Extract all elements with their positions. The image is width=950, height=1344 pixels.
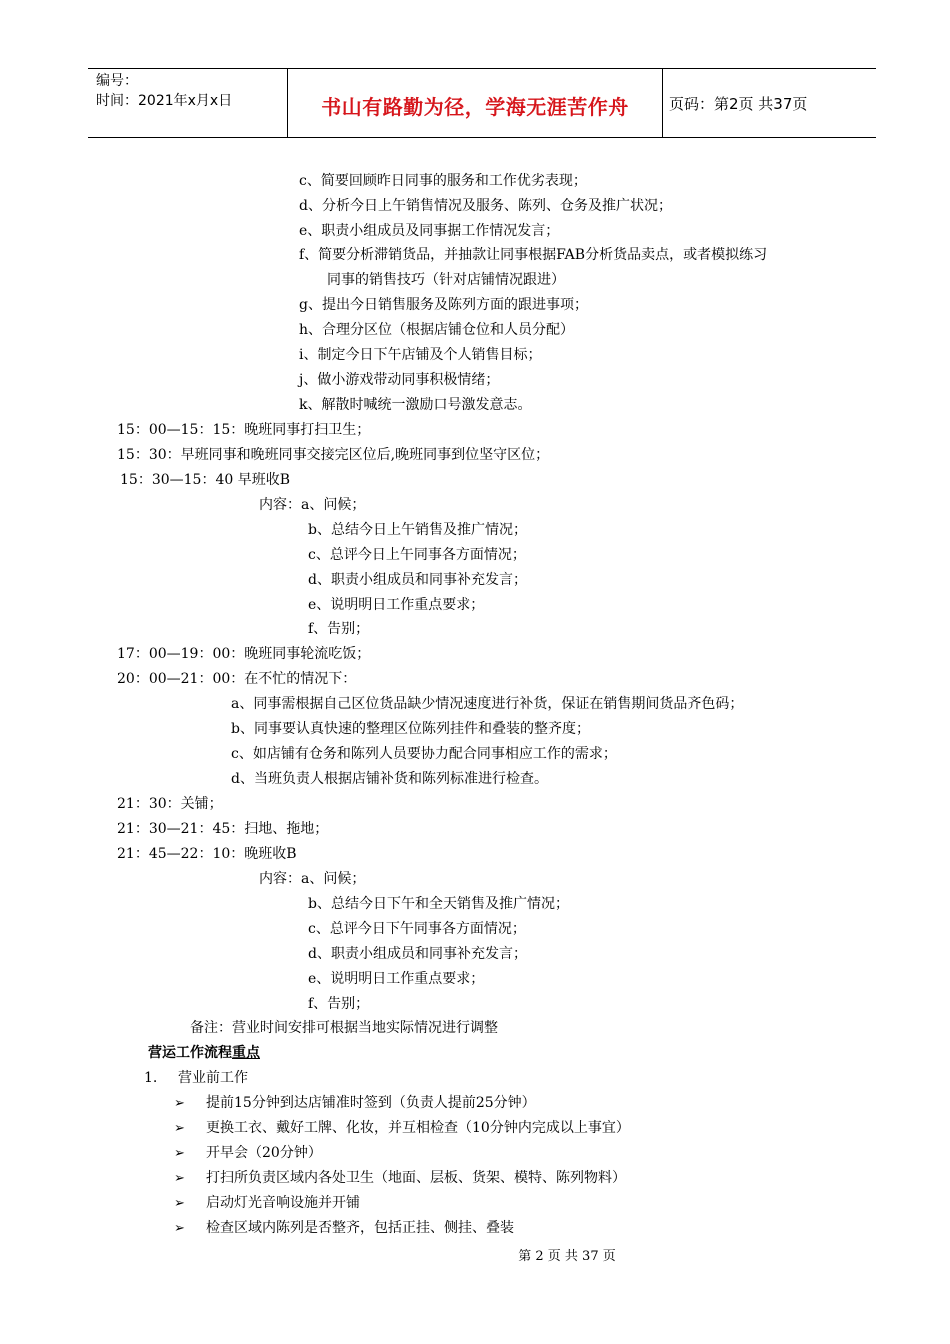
content-label-line: 内容：a、问候； [259, 497, 366, 513]
text-line: c、如店铺有仓务和陈列人员要协力配合同事相应工作的需求； [231, 746, 617, 762]
bullet-text: 更换工衣、戴好工牌、化妆，并互相检查（10分钟内完成以上事宜） [206, 1120, 630, 1136]
bullet-item [174, 1144, 322, 1163]
text-line: b、同事要认真快速的整理区位陈列挂件和叠装的整齐度； [231, 721, 590, 737]
text-line: f、告别； [308, 996, 370, 1012]
schedule-line: 15：00—15：15：晚班同事打扫卫生； [117, 422, 371, 438]
bullet-item [174, 1194, 360, 1213]
text-line: e、职责小组成员及同事据工作情况发言； [299, 223, 560, 239]
bullet-item [174, 1119, 630, 1138]
schedule-line: 15：30—15：40 早班收B [120, 472, 290, 488]
item-number: 1. [144, 1070, 158, 1086]
arrow-bullet-icon: ➢ [174, 1221, 185, 1236]
bullet-text: 提前15分钟到达店铺准时签到（负责人提前25分钟） [206, 1095, 536, 1111]
schedule-line: 17：00—19：00：晚班同事轮流吃饭； [117, 646, 371, 662]
text-line: j、做小游戏带动同事积极情绪； [299, 372, 500, 388]
text-line: k、解散时喊统一激励口号激发意志。 [299, 397, 532, 413]
bullet-text: 检查区域内陈列是否整齐，包括正挂、侧挂、叠装 [206, 1220, 514, 1236]
numbered-item [144, 1069, 248, 1087]
header-page-number: 页码：第2页 共37页 [669, 95, 808, 113]
text-line: d、职责小组成员和同事补充发言； [308, 946, 527, 962]
page-footer: 第 2 页 共 37 页 [518, 1249, 616, 1264]
text-line: c、总评今日下午同事各方面情况； [308, 921, 526, 937]
item-title: 营业前工作 [178, 1070, 248, 1086]
text-line: d、当班负责人根据店铺补货和陈列标准进行检查。 [231, 771, 548, 787]
document-time-label: 时间：2021年x月x日 [96, 93, 233, 109]
bullet-text: 启动灯光音响设施并开铺 [206, 1195, 360, 1211]
text-line: f、简要分析滞销货品，并抽款让同事根据FAB分析货品卖点，或者模拟练习 [299, 247, 768, 263]
schedule-line: 21：45—22：10：晚班收B [117, 846, 297, 862]
text-line: 同事的销售技巧（针对店铺情况跟进） [327, 272, 565, 288]
arrow-bullet-icon: ➢ [174, 1096, 185, 1111]
bullet-item [174, 1219, 514, 1238]
text-line: h、合理分区位（根据店铺仓位和人员分配） [299, 322, 575, 338]
text-line: b、总结今日上午销售及推广情况； [308, 522, 527, 538]
text-line: f、告别； [308, 621, 370, 637]
remark-line: 备注：营业时间安排可根据当地实际情况进行调整 [190, 1020, 498, 1036]
header-slogan: 书山有路勤为径，学海无涯苦作舟 [321, 95, 629, 119]
bullet-item [174, 1169, 626, 1188]
schedule-line: 21：30：关铺； [117, 796, 223, 812]
arrow-bullet-icon: ➢ [174, 1146, 185, 1161]
section-heading-main: 营运工作流程 [148, 1045, 232, 1061]
text-line: g、提出今日销售服务及陈列方面的跟进事项； [299, 297, 588, 313]
schedule-line: 21：30—21：45：扫地、拖地； [117, 821, 329, 837]
text-line: b、总结今日下午和全天销售及推广情况； [308, 896, 569, 912]
schedule-line: 20：00—21：00：在不忙的情况下： [117, 671, 357, 687]
section-heading-underlined: 重点 [232, 1045, 260, 1061]
document-number-label: 编号： [96, 73, 138, 89]
text-line: i、制定今日下午店铺及个人销售目标； [299, 347, 542, 363]
arrow-bullet-icon: ➢ [174, 1171, 185, 1186]
text-line: c、总评今日上午同事各方面情况； [308, 547, 526, 563]
text-line: e、说明明日工作重点要求； [308, 597, 485, 613]
arrow-bullet-icon: ➢ [174, 1196, 185, 1211]
text-line: c、简要回顾昨日同事的服务和工作优劣表现； [299, 173, 587, 189]
bullet-text: 开早会（20分钟） [206, 1145, 322, 1161]
bullet-text: 打扫所负责区域内各处卫生（地面、层板、货架、模特、陈列物料） [206, 1170, 626, 1186]
text-line: e、说明明日工作重点要求； [308, 971, 485, 987]
arrow-bullet-icon: ➢ [174, 1121, 185, 1136]
schedule-line: 15：30：早班同事和晚班同事交接完区位后,晚班同事到位坚守区位； [117, 447, 550, 463]
text-line: d、分析今日上午销售情况及服务、陈列、仓务及推广状况； [299, 198, 672, 214]
text-line: a、同事需根据自己区位货品缺少情况速度进行补货，保证在销售期间货品齐色码； [231, 696, 744, 712]
section-heading [148, 1044, 260, 1062]
bullet-item [174, 1094, 536, 1113]
text-line: d、职责小组成员和同事补充发言； [308, 572, 527, 588]
content-label-line: 内容：a、问候； [259, 871, 366, 887]
